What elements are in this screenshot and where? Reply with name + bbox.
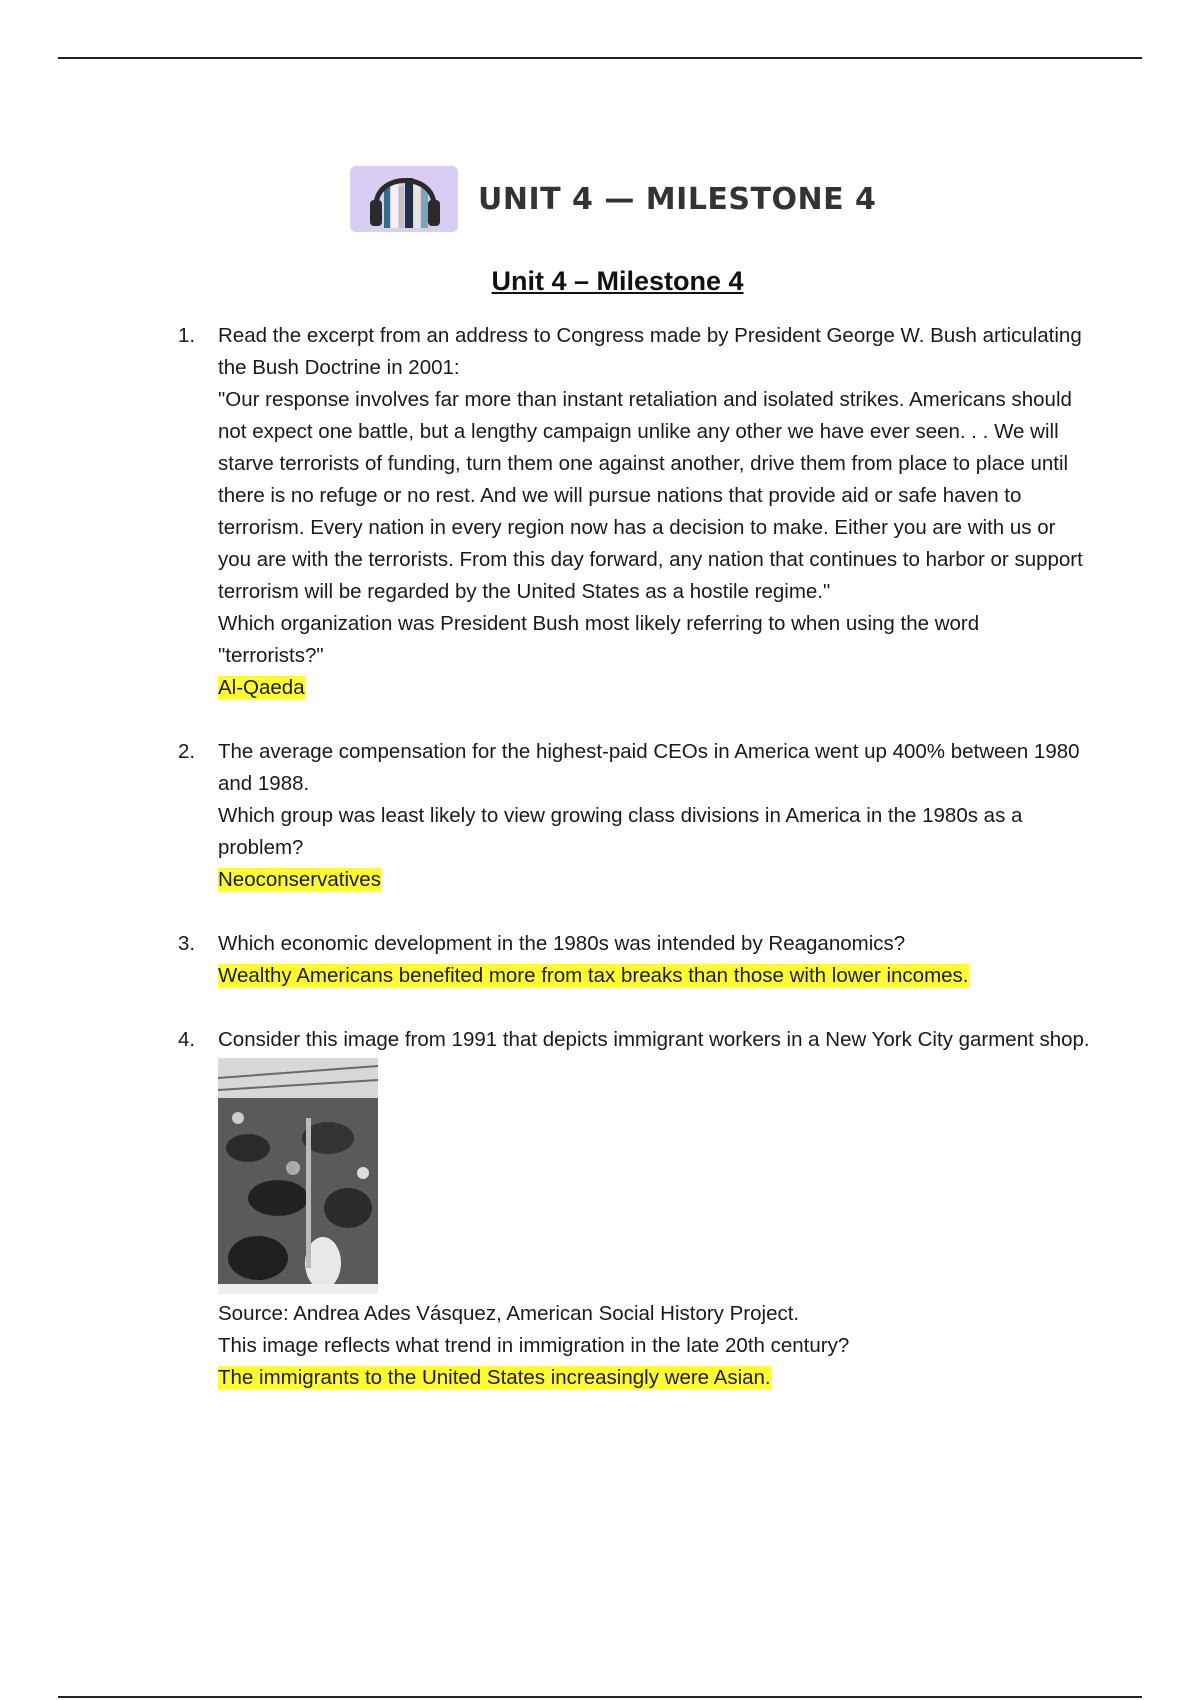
- quoted-excerpt: "Our response involves far more than instant retaliation and isolated strikes. Americans should not expect one battle, but a lengthy campaign unlike any other we have ever seen. . . We will starve terrorists of funding, turn them one against another, drive them from place to place until there is no refuge or no rest. And we will pursue nations that provide aid or safe haven to terrorism. Every nation in every region now has a decision to make. Either you are with us or you are with the terrorists. From this day forward, any nation that continues to harbor or support terrorism will be regarded by the United States as a hostile regime.": [218, 388, 1083, 603]
- highlighted-answer: The immigrants to the United States increasingly were Asian.: [218, 1366, 771, 1389]
- highlighted-answer: Wealthy Americans benefited more from tax breaks than those with lower incomes.: [218, 964, 969, 987]
- banner-title: UNIT 4 — MILESTONE 4: [478, 181, 877, 217]
- highlighted-answer: Neoconservatives: [218, 868, 381, 891]
- question-prompt: Consider this image from 1991 that depicts immigrant workers in a New York City garment shop.: [218, 1028, 1090, 1051]
- question-prompt: Read the excerpt from an address to Congress made by President George W. Bush articulating the Bush Doctrine in 2001:: [218, 324, 1082, 379]
- top-rule: [58, 57, 1142, 59]
- question-text: This image reflects what trend in immigration in the late 20th century?: [218, 1334, 850, 1357]
- question-prompt: The average compensation for the highest-paid CEOs in America went up 400% between 1980 and 1988.: [218, 740, 1080, 795]
- bottom-rule: [58, 1696, 1142, 1698]
- question-number: 1.: [178, 324, 196, 347]
- question-text: Which economic development in the 1980s was intended by Reaganomics?: [218, 932, 906, 955]
- question-number: 3.: [178, 932, 196, 955]
- image-source: Source: Andrea Ades Vásquez, American Social History Project.: [218, 1302, 800, 1325]
- unit-banner: [350, 166, 876, 232]
- question-4: [178, 1024, 1090, 1394]
- question-text: Which group was least likely to view growing class divisions in America in the 1980s as a problem?: [218, 804, 1023, 859]
- garment-shop-photo: [218, 1058, 378, 1294]
- question-text: Which organization was President Bush most likely referring to when using the word "terrorists?": [218, 612, 980, 667]
- question-number: 2.: [178, 740, 196, 763]
- question-number: 4.: [178, 1028, 196, 1051]
- question-3: [178, 928, 1090, 992]
- question-2: [178, 736, 1090, 896]
- question-list: [178, 320, 1090, 1394]
- headphones-books-icon: [350, 166, 458, 232]
- highlighted-answer: Al-Qaeda: [218, 676, 305, 699]
- question-1: [178, 320, 1090, 704]
- page-title: Unit 4 – Milestone 4: [491, 266, 744, 296]
